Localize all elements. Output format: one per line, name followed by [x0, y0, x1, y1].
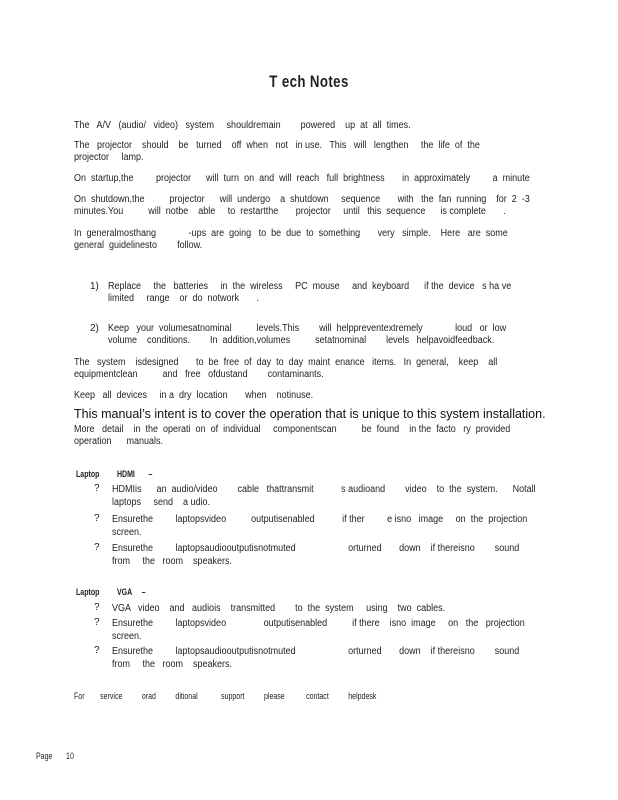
paragraph-dry-location: Keep all devices in a dry location when notinuse.	[74, 390, 314, 401]
paragraph-guidelines-line1: In generalmosthang -ups are going to be due to something very simple. Here are some	[74, 228, 508, 239]
hdmi-item-1-line1: HDMIis an audio/video cable thattransmit s audioand video to the system. Notall	[112, 484, 536, 495]
list-number-1: 1)	[90, 281, 99, 292]
manual-intent-heading: This manual’s intent is to cover the operation that is unique to this system installation.	[74, 407, 546, 421]
section-heading-vga: Laptop VGA –	[76, 587, 146, 597]
hdmi-item-2-line2: screen.	[112, 527, 142, 538]
vga-item-3-line2: from the room speakers.	[112, 659, 233, 670]
hdmi-item-3-line2: from the room speakers.	[112, 556, 233, 567]
bullet-icon: ?	[94, 602, 100, 613]
paragraph-startup: On startup,the projector will turn on and will reach full brightness in approximately a minute	[74, 173, 530, 184]
bullet-icon: ?	[94, 617, 100, 628]
bullet-icon: ?	[94, 483, 100, 494]
list-item-1-line1: Replace the batteries in the wireless PC mouse and keyboard if the device s ha ve	[108, 281, 512, 292]
list-item-2-line2: volume conditions. In addition,volumes setatnominal levels helpavoidfeedback.	[108, 335, 495, 346]
paragraph-turn-off-line1: The projector should be turned off when not in use. This will lengthen the life of the	[74, 140, 480, 151]
vga-item-2-line1: Ensurethe laptopsvideo outputisenabled if there isno image on the projection	[112, 618, 525, 629]
bullet-icon: ?	[94, 513, 100, 524]
hdmi-item-3-line1: Ensurethe laptopsaudiooutputisnotmuted orturned down if thereisno sound	[112, 543, 520, 554]
support-contact-line: For service orad ditional support please contact helpdesk	[74, 691, 377, 701]
paragraph-guidelines-line2: general guidelinesto follow.	[74, 240, 203, 251]
page-number: Page 10	[36, 751, 74, 761]
vga-item-3-line1: Ensurethe laptopsaudiooutputisnotmuted orturned down if thereisno sound	[112, 646, 520, 657]
bullet-icon: ?	[94, 645, 100, 656]
list-item-1-line2: limited range or do notwork .	[108, 293, 260, 304]
bullet-icon: ?	[94, 542, 100, 553]
paragraph-power: The A/V (audio/ video) system shouldremain powered up at all times.	[74, 120, 411, 131]
paragraph-turn-off-line2: projector lamp.	[74, 152, 144, 163]
vga-item-2-line2: screen.	[112, 631, 142, 642]
list-item-2-line1: Keep your volumesatnominal levels.This will helppreventextremely loud or low	[108, 323, 507, 334]
paragraph-manuals-line2: operation manuals.	[74, 436, 164, 447]
hdmi-item-2-line1: Ensurethe laptopsvideo outputisenabled if ther e isno image on the projection	[112, 514, 528, 525]
paragraph-shutdown-line2: minutes.You will notbe able to restartthe projector until this sequence is complete .	[74, 206, 506, 217]
section-heading-hdmi: Laptop HDMI –	[76, 469, 153, 479]
paragraph-maintenance-line2: equipmentclean and free ofdustand contaminants.	[74, 369, 324, 380]
list-number-2: 2)	[90, 323, 99, 334]
paragraph-shutdown-line1: On shutdown,the projector will undergo a shutdown sequence with the fan running for 2 -3	[74, 194, 530, 205]
vga-item-1-line1: VGA video and audiois transmitted to the system using two cables.	[112, 603, 446, 614]
hdmi-item-1-line2: laptops send a udio.	[112, 497, 211, 508]
paragraph-maintenance-line1: The system isdesigned to be free of day to day maint enance items. In general, keep all	[74, 357, 498, 368]
page-title: T ech Notes	[269, 72, 349, 91]
paragraph-manuals-line1: More detail in the operati on of individual componentscan be found in the facto ry provided	[74, 424, 511, 435]
